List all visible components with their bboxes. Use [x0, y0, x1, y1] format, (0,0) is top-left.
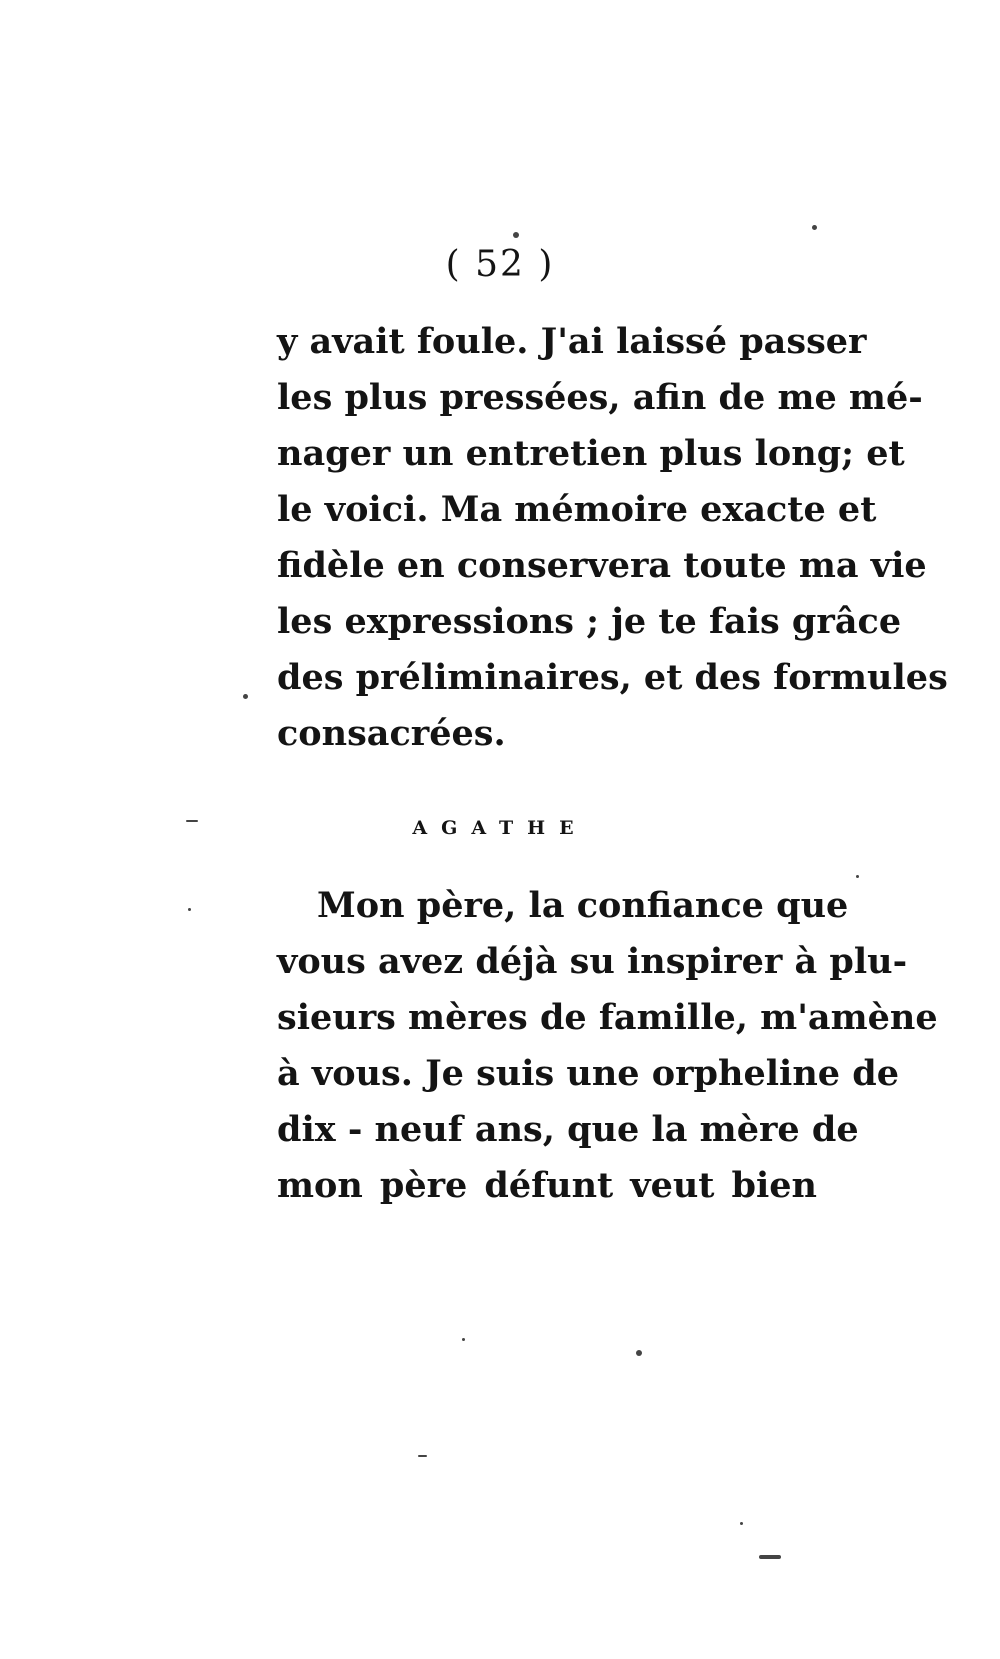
speck: [188, 908, 191, 911]
text-line: les plus pressées, afin de me mé-: [277, 377, 923, 418]
text-line: consacrées.: [277, 713, 506, 754]
speck: [243, 694, 248, 699]
text-line: à vous. Je suis une orpheline de: [277, 1053, 899, 1094]
text-line: Mon père, la confiance que: [317, 885, 849, 926]
paragraph-1: [277, 314, 948, 762]
speck: [513, 232, 519, 238]
speck: [812, 225, 817, 230]
text-line: les expressions ; je te fais grâce: [277, 601, 902, 642]
text-line: mon père défunt veut bien: [277, 1165, 817, 1206]
paragraph-2: [277, 878, 938, 1214]
speck: [418, 1455, 427, 1457]
text-line: des préliminaires, et des formules: [277, 657, 948, 698]
speaker-heading: AGATHE: [412, 817, 588, 839]
speck: [636, 1350, 642, 1356]
speck: [740, 1522, 743, 1525]
text-line: sieurs mères de famille, m'amène: [277, 997, 938, 1038]
text-line: nager un entretien plus long; et: [277, 433, 905, 474]
speck: [759, 1555, 781, 1559]
text-line: dix - neuf ans, que la mère de: [277, 1109, 859, 1150]
speck: [856, 875, 859, 878]
page-number: ( 52 ): [445, 244, 555, 285]
text-line: le voici. Ma mémoire exacte et: [277, 489, 877, 530]
text-line: vous avez déjà su inspirer à plu-: [277, 941, 908, 982]
text-line: fidèle en conservera toute ma vie: [277, 545, 927, 586]
speck: [462, 1338, 465, 1341]
text-line: y avait foule. J'ai laissé passer: [277, 321, 867, 362]
speck: [186, 820, 198, 822]
